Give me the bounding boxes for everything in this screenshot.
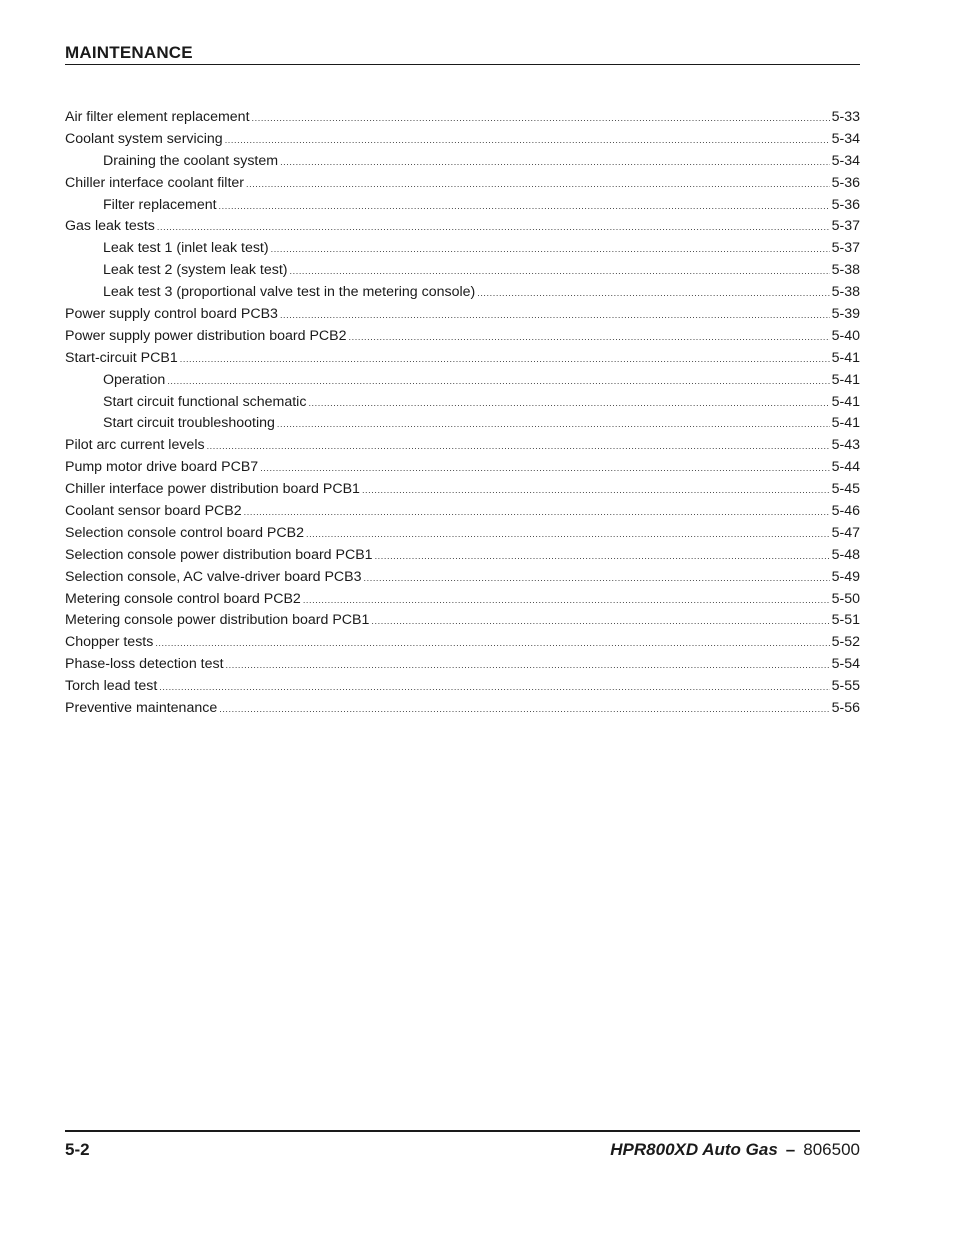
toc-entry[interactable] [65, 370, 860, 392]
page-footer [65, 1139, 860, 1161]
toc-entry-page: 5-36 [831, 174, 860, 191]
toc-dot-leader [303, 590, 830, 612]
toc-entry-title: Leak test 3 (proportional valve test in the metering console) [103, 284, 476, 301]
toc-entry[interactable] [65, 216, 860, 238]
toc-entry-title: Torch lead test [65, 678, 158, 695]
page-header [65, 43, 860, 63]
toc-entry[interactable] [65, 457, 860, 479]
toc-entry-title: Pilot arc current levels [65, 437, 205, 454]
toc-entry-title: Chiller interface power distribution board PCB1 [65, 481, 360, 498]
toc-entry-page: 5-38 [831, 284, 860, 301]
toc-entry-title: Leak test 1 (inlet leak test) [103, 240, 269, 257]
toc-entry-title: Metering console power distribution board PCB1 [65, 612, 370, 629]
toc-entry[interactable] [65, 654, 860, 676]
toc-entry[interactable] [65, 698, 860, 720]
toc-dot-leader [364, 568, 830, 590]
toc-entry-title: Selection console control board PCB2 [65, 524, 304, 541]
toc-entry[interactable] [65, 523, 860, 545]
toc-entry[interactable] [65, 479, 860, 501]
toc-entry[interactable] [65, 326, 860, 348]
toc-entry[interactable] [65, 107, 860, 129]
toc-entry[interactable] [65, 589, 860, 611]
toc-entry-page: 5-54 [831, 656, 860, 673]
toc-entry-page: 5-46 [831, 503, 860, 520]
toc-entry[interactable] [65, 545, 860, 567]
toc-entry-page: 5-52 [831, 634, 860, 651]
toc-entry[interactable] [65, 173, 860, 195]
toc-entry-title: Power supply control board PCB3 [65, 306, 278, 323]
toc-entry[interactable] [65, 435, 860, 457]
toc-dot-leader [349, 327, 830, 349]
toc-entry-page: 5-41 [831, 393, 860, 410]
toc-entry-title: Metering console control board PCB2 [65, 590, 301, 607]
toc-entry-page: 5-50 [831, 590, 860, 607]
toc-entry-title: Pump motor drive board PCB7 [65, 459, 259, 476]
toc-dot-leader [226, 655, 830, 677]
toc-dot-leader [155, 633, 829, 655]
toc-entry-page: 5-37 [831, 240, 860, 257]
toc-entry-title: Coolant system servicing [65, 130, 223, 147]
toc-dot-leader [244, 502, 830, 524]
toc-entry-page: 5-47 [831, 524, 860, 541]
toc-dot-leader [159, 677, 829, 699]
toc-entry-page: 5-40 [831, 327, 860, 344]
table-of-contents [65, 107, 860, 720]
footer-rule [65, 1130, 860, 1132]
toc-dot-leader [290, 261, 830, 283]
toc-dot-leader [280, 152, 830, 174]
toc-dot-leader [207, 436, 830, 458]
footer-dash: – [785, 1140, 796, 1159]
toc-dot-leader [246, 174, 830, 196]
toc-dot-leader [260, 458, 829, 480]
toc-entry-title: Coolant sensor board PCB2 [65, 503, 242, 520]
toc-entry-title: Selection console power distribution board PCB1 [65, 546, 373, 563]
footer-product-name: HPR800XD Auto Gas [610, 1140, 778, 1159]
toc-entry-page: 5-45 [831, 481, 860, 498]
header-rule [65, 64, 860, 65]
toc-entry[interactable] [65, 129, 860, 151]
toc-entry-page: 5-33 [831, 109, 860, 125]
toc-entry-title: Preventive maintenance [65, 700, 218, 717]
toc-entry-page: 5-34 [831, 152, 860, 169]
toc-entry-title: Leak test 2 (system leak test) [103, 262, 288, 279]
toc-dot-leader [280, 305, 830, 327]
toc-dot-leader [180, 349, 830, 371]
toc-dot-leader [477, 283, 829, 305]
toc-entry-title: Power supply power distribution board PCB2 [65, 327, 347, 344]
footer-doc-info [610, 1140, 860, 1160]
toc-entry[interactable] [65, 238, 860, 260]
toc-entry-title: Filter replacement [103, 196, 217, 213]
footer-page-number: 5-2 [65, 1140, 90, 1159]
toc-entry-title: Chiller interface coolant filter [65, 174, 244, 191]
toc-entry[interactable] [65, 632, 860, 654]
toc-dot-leader [167, 371, 829, 393]
toc-entry-page: 5-37 [831, 218, 860, 235]
toc-entry-page: 5-38 [831, 262, 860, 279]
toc-entry-page: 5-56 [831, 700, 860, 717]
toc-dot-leader [277, 414, 830, 436]
toc-entry[interactable] [65, 413, 860, 435]
toc-entry-page: 5-49 [831, 568, 860, 585]
toc-dot-leader [157, 217, 830, 239]
toc-entry-page: 5-39 [831, 306, 860, 323]
toc-dot-leader [308, 393, 829, 415]
toc-dot-leader [252, 108, 830, 130]
toc-entry[interactable] [65, 282, 860, 304]
section-title: MAINTENANCE [65, 43, 193, 62]
toc-entry-title: Air filter element replacement [65, 109, 250, 125]
toc-entry[interactable] [65, 260, 860, 282]
footer-doc-number: 806500 [803, 1140, 860, 1159]
toc-entry-title: Start circuit troubleshooting [103, 415, 275, 432]
toc-entry-title: Draining the coolant system [103, 152, 279, 169]
toc-entry[interactable] [65, 151, 860, 173]
toc-entry[interactable] [65, 610, 860, 632]
toc-entry-page: 5-36 [831, 196, 860, 213]
toc-entry[interactable] [65, 348, 860, 370]
toc-entry-title: Gas leak tests [65, 218, 155, 235]
toc-entry-title: Selection console, AC valve-driver board PCB3 [65, 568, 362, 585]
toc-entry-page: 5-41 [831, 349, 860, 366]
toc-entry[interactable] [65, 195, 860, 217]
toc-entry-title: Operation [103, 371, 166, 388]
toc-entry-title: Start-circuit PCB1 [65, 349, 178, 366]
toc-entry-title: Start circuit functional schematic [103, 393, 307, 410]
toc-entry[interactable] [65, 567, 860, 589]
toc-entry-title: Phase-loss detection test [65, 656, 224, 673]
toc-dot-leader [219, 699, 829, 721]
toc-dot-leader [219, 196, 830, 218]
toc-dot-leader [271, 239, 830, 261]
toc-entry-page: 5-34 [831, 130, 860, 147]
toc-entry-page: 5-51 [831, 612, 860, 629]
toc-entry-page: 5-44 [831, 459, 860, 476]
toc-entry[interactable] [65, 392, 860, 414]
toc-dot-leader [362, 480, 830, 502]
toc-entry[interactable] [65, 304, 860, 326]
toc-entry-page: 5-55 [831, 678, 860, 695]
toc-dot-leader [371, 611, 829, 633]
toc-entry-page: 5-48 [831, 546, 860, 563]
toc-entry-page: 5-41 [831, 415, 860, 432]
toc-entry-page: 5-41 [831, 371, 860, 388]
toc-entry-title: Chopper tests [65, 634, 154, 651]
toc-dot-leader [375, 546, 830, 568]
toc-dot-leader [225, 130, 830, 152]
toc-dot-leader [306, 524, 830, 546]
toc-entry-page: 5-43 [831, 437, 860, 454]
toc-entry[interactable] [65, 501, 860, 523]
toc-entry[interactable] [65, 676, 860, 698]
